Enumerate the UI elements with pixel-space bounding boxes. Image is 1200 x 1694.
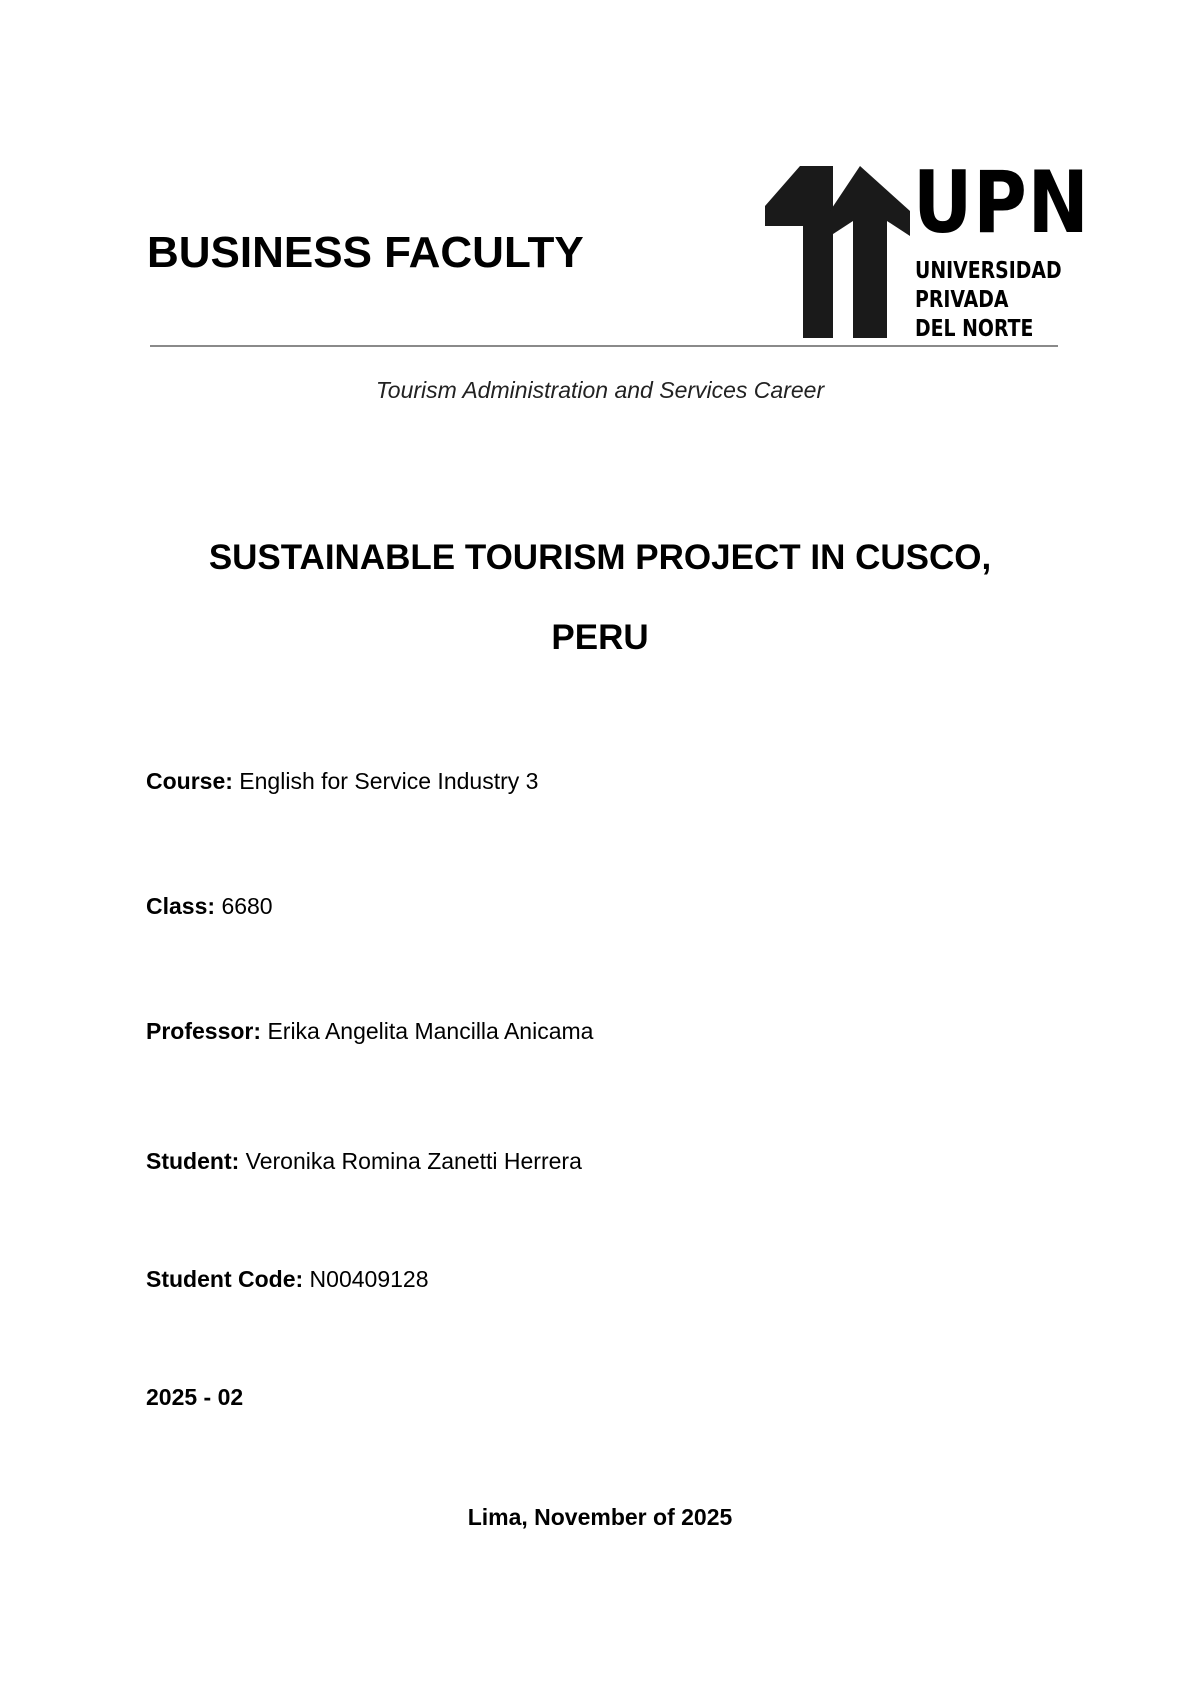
project-title-line-2: PERU [551, 618, 649, 657]
project-title-line-1: SUSTAINABLE TOURISM PROJECT IN CUSCO, [208, 538, 992, 577]
class-field [146, 893, 273, 920]
header-divider [150, 345, 1058, 347]
class-value: 6680 [221, 893, 273, 919]
student-value: Veronika Romina Zanetti Herrera [245, 1148, 582, 1174]
logo-acronym: UPN [913, 153, 1090, 253]
academic-period: 2025 - 02 [146, 1384, 244, 1410]
professor-value: Erika Angelita Mancilla Anicama [267, 1018, 594, 1044]
course-value: English for Service Industry 3 [239, 768, 539, 794]
student-field [146, 1148, 582, 1175]
professor-label: Professor: [146, 1018, 262, 1044]
logo-line-1: UNIVERSIDAD [915, 258, 1062, 284]
course-field [146, 768, 538, 795]
faculty-heading: BUSINESS FACULTY [147, 228, 584, 277]
professor-field [146, 1018, 593, 1045]
class-label: Class: [146, 893, 216, 919]
logo-line-2: PRIVADA [915, 287, 1009, 313]
career-subtitle: Tourism Administration and Services Career [375, 377, 825, 403]
place-date: Lima, November of 2025 [467, 1504, 733, 1530]
student-label: Student: [146, 1148, 240, 1174]
student-code-field [146, 1266, 429, 1293]
course-label: Course: [146, 768, 233, 794]
logo-line-3: DEL NORTE [915, 316, 1034, 342]
student-code-label: Student Code: [146, 1266, 304, 1292]
student-code-value: N00409128 [309, 1266, 429, 1292]
